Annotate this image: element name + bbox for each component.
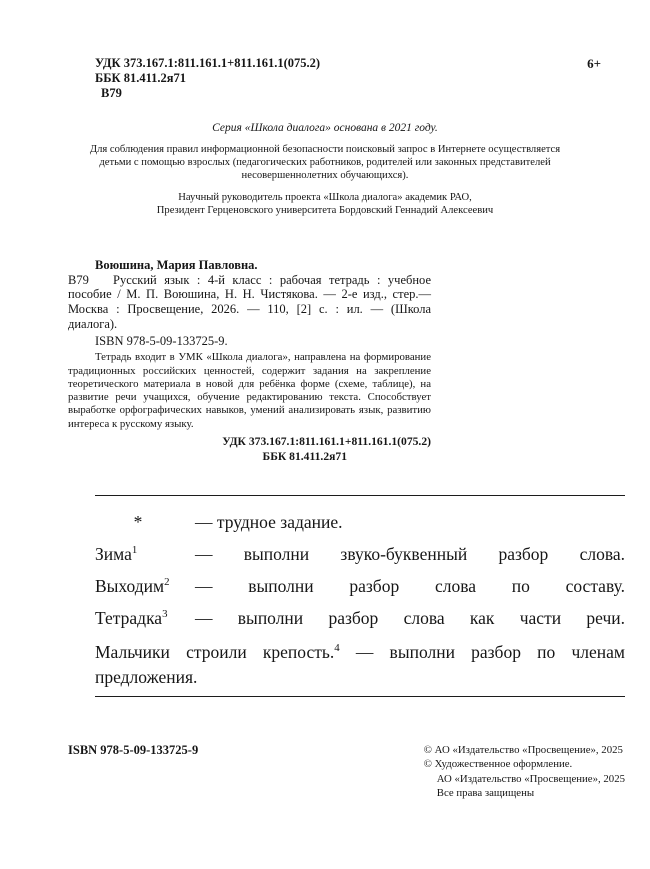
legend-term-superscript: 3	[162, 607, 168, 620]
catalog-bbk-code: ББК 81.411.2я71	[262, 449, 347, 463]
legend-term	[95, 576, 195, 597]
catalog-author: Воюшина, Мария Павловна.	[95, 257, 258, 272]
legend-term-text: Зима	[95, 543, 132, 564]
legend-top-rule	[95, 495, 625, 496]
catalog-annotation: Тетрадь входит в УМК «Школа диалога», направлена на формирование традиционных российских ценностей, содержит задания на закрепление теоретического материала в новой для ребёнка форме (схеме, таблице), на развитие речи учащихся, обучение редактированию текста. Способствует выработке орфографических навыков, умений анализировать язык, развитию интереса к русскому языку.	[68, 351, 431, 430]
copyright-line-1: © АО «Издательство «Просвещение», 2025	[423, 744, 623, 756]
legend-term-text: Мальчики строили крепость.	[95, 641, 335, 662]
copyright-line-2: © Художественное оформление.	[423, 758, 573, 771]
catalog-description	[68, 273, 431, 332]
supervisor-note-line-2: Президент Герценовского университета Бордовский Геннадий Алексеевич	[156, 204, 494, 216]
copyright-line-4: Все права защищены	[436, 787, 535, 800]
legend-description: — выполни звуко-буквенный разбор слова.	[195, 543, 625, 564]
catalog-card	[68, 258, 431, 465]
imprint-footer	[68, 743, 625, 801]
legend-term-superscript: 1	[131, 543, 138, 556]
catalog-classification-codes	[68, 435, 431, 465]
catalog-description-text: Русский язык : 4-й класс : рабочая тетрадь : учебное пособие / М. П. Воюшина, Н. Н. Чистякова. — 2-е изд., стер.— Москва : Просвещение, 2026. — 110, [2] с. : ил. — (Школа диалога).	[68, 272, 431, 331]
legend-term-text: Тетрадка	[95, 607, 163, 628]
legend-description: — трудное задание.	[195, 511, 343, 532]
legend-term	[95, 608, 195, 629]
copyright-block	[424, 743, 625, 801]
catalog-isbn: ISBN 978-5-09-133725-9.	[95, 333, 228, 348]
legend-term-text: *	[133, 511, 143, 532]
legend-description: — выполни разбор слова по составу.	[195, 575, 625, 596]
age-rating-badge: 6+	[587, 56, 601, 71]
legend-description: — выполни разбор слова как части речи.	[195, 607, 625, 628]
legend-term-text: Выходим	[95, 575, 165, 596]
legend-item	[95, 640, 625, 691]
catalog-udk-code: УДК 373.167.1:811.161.1+811.161.1(075.2)	[222, 434, 431, 448]
footer-isbn: ISBN 978-5-09-133725-9	[68, 743, 199, 757]
classification-codes	[95, 56, 320, 100]
supervisor-note-line-1: Научный руководитель проекта «Школа диалога» академик РАО,	[178, 192, 472, 204]
classification-codes-row	[68, 56, 625, 100]
information-safety-note-text: Для соблюдения правил информационной безопасности поисковый запрос в Интернете осуществляется детьми с помощью взрослых (педагогических работников, родителей или законных представителей несовершеннолетних обучающихся).	[89, 144, 561, 182]
information-safety-note	[0, 144, 650, 183]
legend-item	[95, 544, 625, 565]
legend-item	[95, 576, 625, 597]
legend-term-superscript: 4	[334, 641, 340, 654]
legend-term	[95, 544, 195, 565]
catalog-cutter-code: В79	[68, 272, 89, 287]
copyright-line-3: АО «Издательство «Просвещение», 2025	[436, 772, 625, 785]
legend-term-superscript: 2	[164, 575, 170, 588]
legend-description: — выполни разбор по членам предложения.	[95, 641, 625, 687]
symbols-legend	[95, 512, 625, 691]
series-note: Серия «Школа диалога» основана в 2021 году.	[212, 122, 438, 135]
bbk-code: ББК 81.411.2я71	[95, 70, 187, 85]
book-cutter-code: В79	[101, 85, 122, 100]
udk-code: УДК 373.167.1:811.161.1+811.161.1(075.2)	[95, 56, 321, 70]
legend-item	[95, 608, 625, 629]
legend-bottom-rule	[95, 696, 625, 697]
supervisor-note	[0, 192, 650, 218]
legend-item	[95, 512, 625, 533]
legend-term	[95, 512, 195, 533]
